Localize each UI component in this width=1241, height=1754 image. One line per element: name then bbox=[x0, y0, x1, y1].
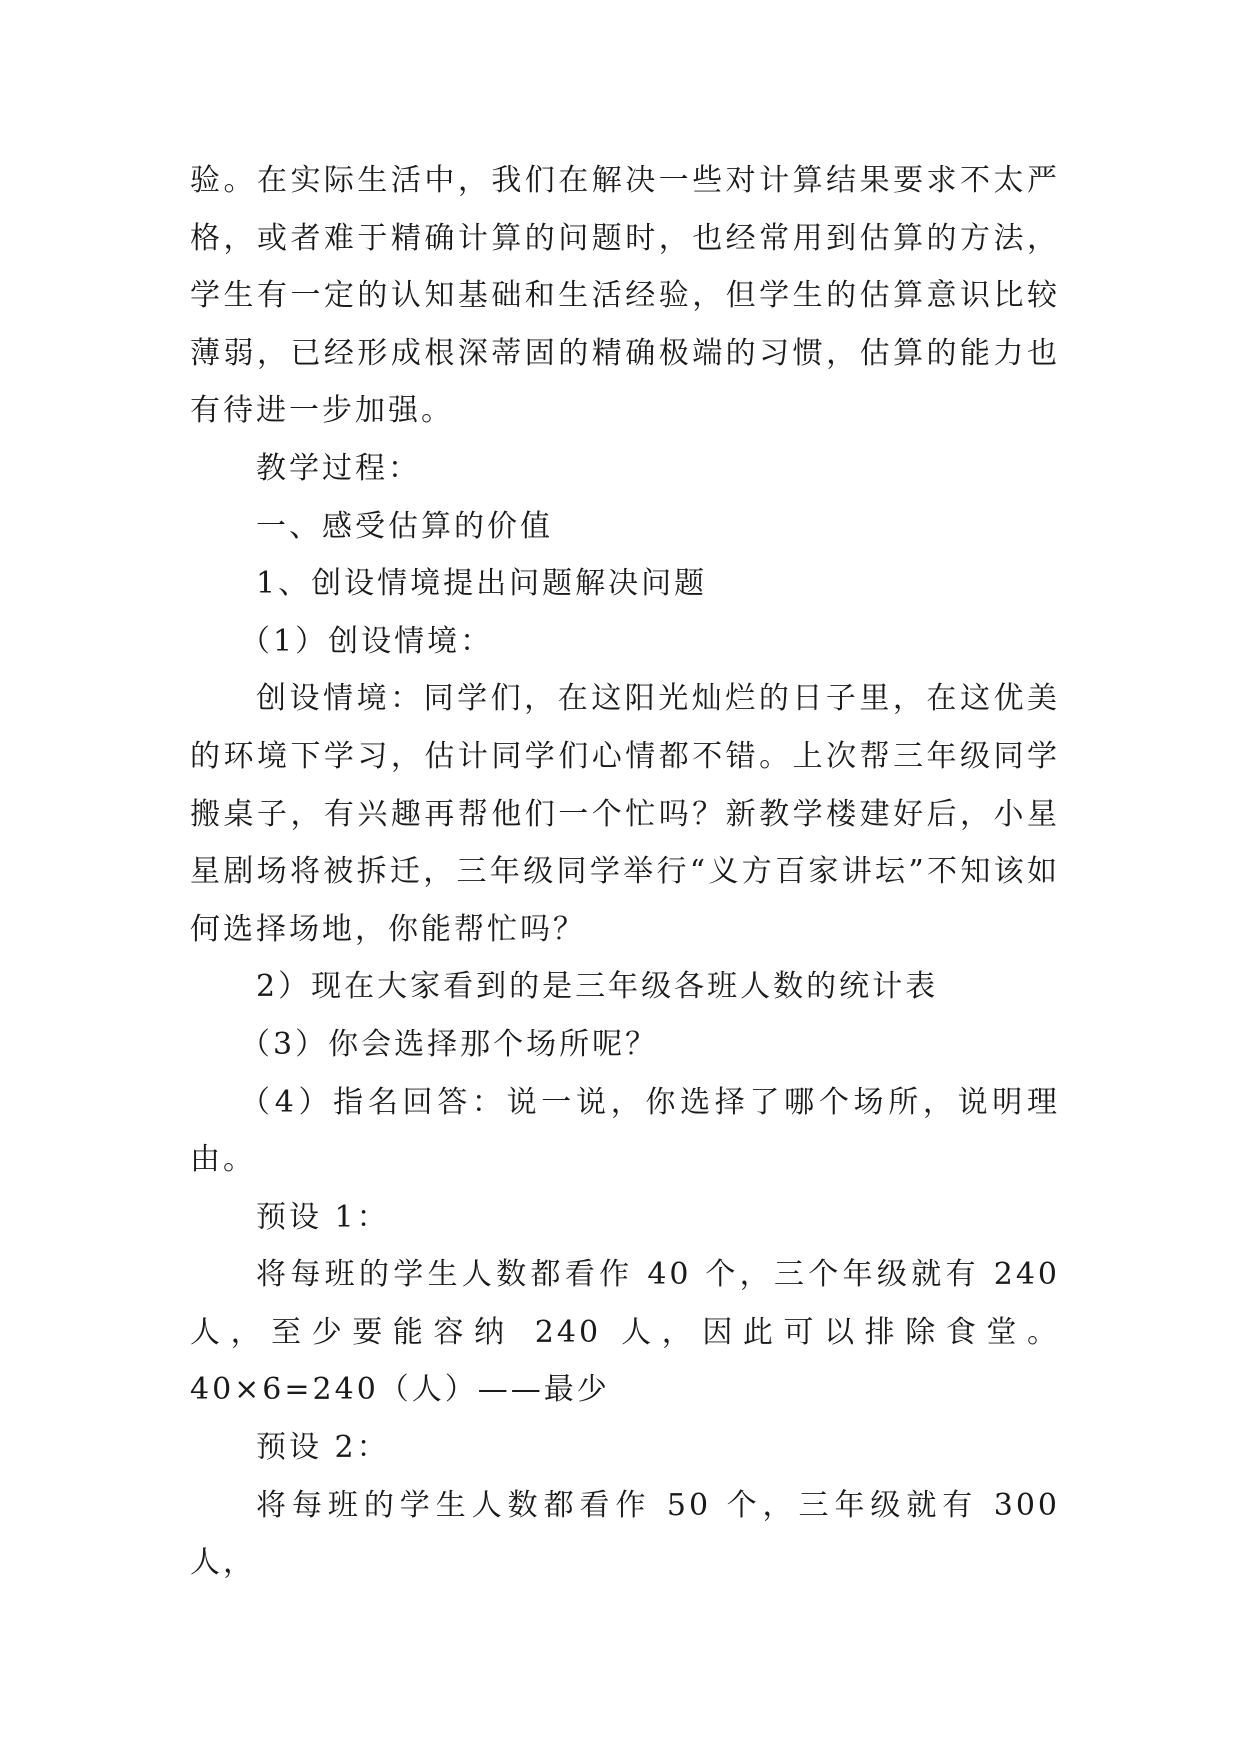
paragraph-step-3: （3）你会选择那个场所呢？ bbox=[240, 1026, 659, 1062]
paragraph-teaching-process: 教学过程： bbox=[256, 450, 421, 486]
step-heading: （1）创设情境： bbox=[240, 623, 494, 659]
paragraph-step-2: 2）现在大家看到的是三年级各班人数的统计表 bbox=[256, 969, 939, 1005]
paragraph-continuation: 验。在实际生活中，我们在解决一些对计算结果要求不太严格，或者难于精确计算的问题时，也经常用到估算的方法，学生有一定的认知基础和生活经验，但学生的估算意识比较薄弱，已经形成根深蒂固的精确极端的习惯，估算的能力也有待进一步加强。 bbox=[190, 163, 1060, 429]
subsection-heading: 1、创设情境提出问题解决问题 bbox=[256, 566, 708, 602]
section-heading: 一、感受估算的价值 bbox=[256, 508, 553, 544]
preset-1-heading: 预设 1： bbox=[256, 1199, 390, 1235]
preset-2-body: 将每班的学生人数都看作 50 个，三年级就有 300 人， bbox=[190, 1487, 1060, 1581]
paragraph-scenario: 创设情境：同学们，在这阳光灿烂的日子里，在这优美的环境下学习，估计同学们心情都不错。上次帮三年级同学搬桌子，有兴趣再帮他们一个忙吗？新教学楼建好后，小星星剧场将被拆迁，三年级同学举行“义方百家讲坛”不知该如何选择场地，你能帮忙吗？ bbox=[190, 681, 1060, 947]
paragraph-step-4: （4）指名回答：说一说，你选择了哪个场所，说明理由。 bbox=[190, 1084, 1060, 1178]
preset-1-body: 将每班的学生人数都看作 40 个，三个年级就有 240 人，至少要能容纳 240 人，因此可以排除食堂。40×6=240（人）——最少 bbox=[190, 1257, 1060, 1408]
preset-2-heading: 预设 2： bbox=[256, 1430, 390, 1466]
document-body bbox=[190, 152, 1060, 1592]
